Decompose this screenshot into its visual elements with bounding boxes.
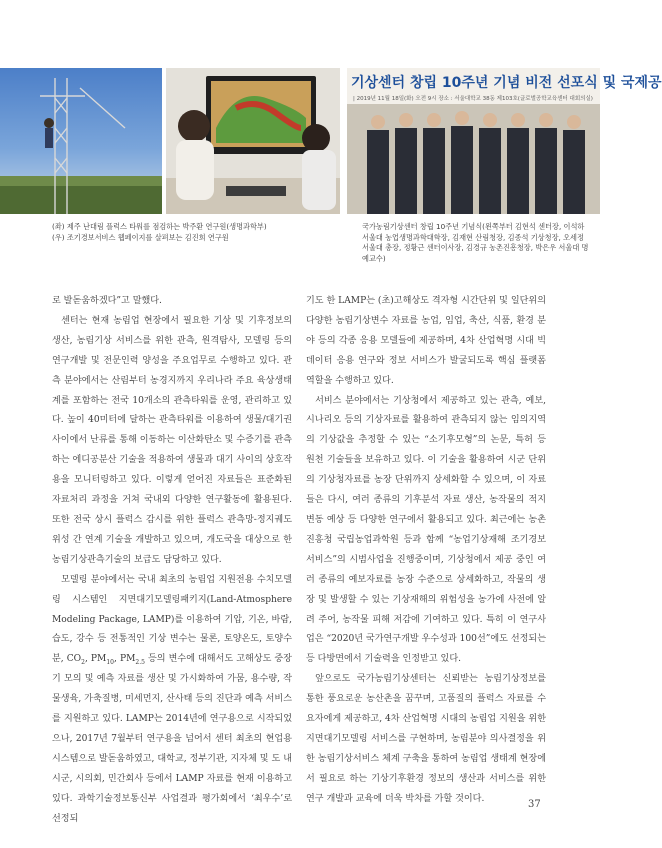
paragraph: 센터는 현재 농림업 현장에서 필요한 기상 및 기후정보의 생산, 농림기상 서비스를 위한 관측, 원격탐사, 모델링 등의 연구개발 및 전문인력 양성을 주요업무로 수행하고 있다. 관측 분야에서는 산림부터 농경지까지 우리나라 주요 육상생태계를 포함하는 전국 10개소의 관측타워를 운영, 관리하고 있다. 높이 40미터에 달하는 관측타워를 이용하여 생물/대기권 사이에서 난류를 통해 이동하는 이산화탄소 및 수증기를 관측하는 에디공분산 기술을 적용하여 생물과 대기 사이의 상호작용을 모니터링하고 있다. 이렇게 얻어진 자료들은 표준화된 자료처리 과정을 거쳐 국내외 다양한 연구활동에 활용된다. 또한 전국 상시 플럭스 감시를 위한 플럭스 관측망-정지궤도 위성 간 연계 기술을 개발하고 있으며, 개도국을 대상으로 한 농림기상관측기술의 보급도 담당하고 있다. xyxy=(52,315,292,565)
paragraph: 서비스 분야에서는 기상청에서 제공하고 있는 관측, 예보, 시나리오 등의 기상자료를 활용하여 관측되지 않는 임의지역의 기상값을 추정할 수 있는 “소기후모형”의 논문, 특허 등 원천 기술들을 보유하고 있다. 이 기술을 활용하여 시군 단위의 기상청자료를 농장 단위까지 상세화할 수 있으며, 이 자료들은 다시, 여러 종류의 기후분석 자료 생산, 농작물의 적지 변동 예상 등 다양한 연구에서 활용되고 있다. 최근에는 농촌진흥청 국립농업과학원 등과 함께 “농업기상재해 조기경보 서비스”의 시범사업을 진행중이며, 기상청에서 제공 중인 여러 종류의 예보자료를 농장 수준으로 상세화하고, 작물의 생장 및 발생할 수 있는 기상재해의 위험성을 농가에 사전에 알려 주어, 농작물 피해 저감에 기여하고 있다. 특히 이 연구사업은 “2020년 국가연구개발 우수성과 100선”에도 선정되는 등 다방면에서 기술력을 인정받고 있다. xyxy=(306,395,546,665)
right-text-column xyxy=(306,292,546,810)
monitor-photo xyxy=(166,68,340,214)
paragraph: 로 발돋움하겠다”고 말했다. xyxy=(52,296,162,306)
paragraph: 모델링 분야에서는 국내 최초의 농림업 지원전용 수치모델링 시스템인 지면대기모델링패키지(Land-Atmosphere Modeling Package, LAMP)를 이용하여 기압, 기온, 바람, 습도, 강수 등 전통적인 기상 변수는 물론, 토양온도, 토양수분, $CO_2$, $PM_{10}$, $PM_{2.5}$ 등의 변수에 대해서도 고해상도 중장기 모의 및 예측 자료를 생산 및 가시화하여 가뭄, 용수량, 작물생육, 가축질병, 미세먼지, 산사태 등의 진단과 예측 서비스를 지원하고 있다. LAMP는 2014년에 연구용으로 시작되었으나, 2017년 7월부터 연구용을 넘어서 센터 최초의 현업용 시스템으로 발돋움하였고, 대학교, 정부기관, 지자체 및 도 내 시군, 시의회, 민간회사 등에서 LAMP 자료를 현재 이용하고 있다. 과학기술정보통신부 사업결과 평가회에서 ‘최우수’로 선정되 xyxy=(52,574,292,824)
ceremony-banner-title: 기상센터 창립 10주년 기념 비전 선포식 및 국제공 xyxy=(351,75,662,91)
left-photo-caption: (좌) 제주 난대림 플럭스 타워를 점검하는 박주환 연구원(생명과학부) (우) 조기경보서비스 웹페이지를 살펴보는 김진희 연구원 xyxy=(52,222,267,242)
pm10-subscript: 10 xyxy=(106,659,114,667)
tower-photo xyxy=(0,68,162,214)
pm10-label: PM xyxy=(90,654,107,665)
ceremony-banner-subtitle: | 2019년 11월 18일(화) 오전 9시 장소 : 서울대학교 38동 제103호(글로벌공학교육센터 대회의실) xyxy=(353,96,593,102)
paragraph-text: 등의 변수에 대해서도 고해상도 중장기 모의 및 예측 자료를 생산 및 가시화하여 가뭄, 용수량, 작물생육, 가축질병, 미세먼지, 산사태 등의 진단과 예측 서비스를 지원하고 있다. LAMP는 2014년에 연구용으로 시작되었으나, 2017년 7월부터 연구용을 넘어서 센터 최초의 현업용 시스템으로 발돋움하였고, 대학교, 정부기관, 지자체 및 도 내 시군, 시의회, 민간회사 등에서 LAMP 자료를 현재 이용하고 있다. 과학기술정보통신부 사업결과 평가회에서 ‘최우수’로 선정되 xyxy=(52,654,292,824)
paragraph: 앞으로도 국가농림기상센터는 신뢰받는 농림기상정보를 통한 풍요로운 농산촌을 꿈꾸며, 고품질의 플럭스 자료를 수요자에게 제공하고, 4차 산업혁명 시대의 농림업 지원을 위한 지면대기모델링 서비스를 구현하며, 농림분야 의사결정을 위한 농림기상서비스 체계 구축을 통하여 농림업 생태계 현장에서 필요로 하는 기상기후환경 정보의 생산과 서비스를 위한 연구 개발과 교육에 더욱 박차를 가할 것이다. xyxy=(306,674,546,804)
researcher-monitor-illustration xyxy=(166,68,340,214)
left-text-column xyxy=(52,292,292,829)
ceremony-photo xyxy=(347,68,662,214)
paragraph-text: 모델링 분야에서는 국내 최초의 농림업 지원전용 수치모델링 시스템인 지면대기모델링패키지(Land-Atmosphere Modeling Package, LAMP)를 이용하여 기압, 기온, 바람, 습도, 강수 등 전통적인 기상 변수는 물론, 토양온도, 토양수분, CO xyxy=(52,574,292,665)
paragraph: 기도 한 LAMP는 (초)고해상도 격자형 시간단위 및 일단위의 다양한 농림기상변수 자료를 농업, 임업, 축산, 식품, 환경 분야 등의 각종 응용 모델들에 제공하며, 4차 산업혁명 시대 빅데이터 응용 연구와 정보 서비스가 발굴되도록 핵심 플랫폼 역할을 수행하고 있다. xyxy=(306,296,546,386)
co2-subscript: 2 xyxy=(81,659,85,667)
right-photo-caption: 국가농림기상센터 창립 10주년 기념식(왼쪽부터 김현석 센터장, 이석하 서울대 농업생명과학대학장, 김재현 산림청장, 김종석 기상청장, 오세정 서울대 총장, 정황근 센터이사장, 김경규 농촌진흥청장, 박은우 서울대 명예교수) xyxy=(362,222,589,263)
page-number: 37 xyxy=(528,799,541,810)
pm25-subscript: 2.5 xyxy=(135,659,145,667)
pm25-label: PM xyxy=(119,654,136,665)
flux-tower-illustration xyxy=(0,68,162,214)
